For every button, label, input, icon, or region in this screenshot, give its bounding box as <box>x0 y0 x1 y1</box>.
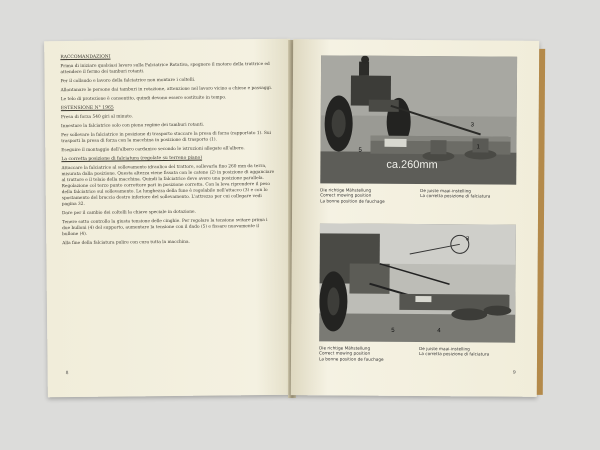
paragraph: Alla fine della falciatura pulire con cura tutta la macchina. <box>62 239 190 247</box>
left-page-text <box>60 53 276 250</box>
open-booklet <box>46 40 538 396</box>
section-heading-recommendations: RACCOMANDAZIONI <box>60 54 111 61</box>
height-measure-label: ca.260mm <box>386 158 438 172</box>
caption-german: Die richtige Mähstellung <box>319 345 371 351</box>
tractor-mower-illustration <box>320 55 517 184</box>
caption-left-column <box>319 345 415 362</box>
paragraph: Allontanare le persone dai tamburi in rotazione, attenzione nel lavoro vicino a chiese e passaggi. <box>60 85 273 94</box>
photo-1-caption <box>320 187 516 205</box>
paragraph: Tenere sotto controllo la giusta tensione delle cinghie. Per regolare la tensione svitare prima i due bulloni (4) del supporto, aumentare la tensione con il dado (5) e fissare nuovamente il bullone (4). <box>62 217 268 238</box>
callout-number: 3 <box>465 236 470 243</box>
caption-french: La bonne position de fauchage <box>318 356 384 362</box>
paragraph: Prima di iniziare qualsiasi lavoro sulla Falciatrice Rotativa, spegnere il motore della trattrice ed attendere il fermo dei tamburi rotanti. <box>60 61 270 76</box>
caption-english: Correct mowing position <box>319 350 371 357</box>
callout-number: 5 <box>391 327 395 334</box>
paragraph: Le telo di protezione è consentito, quindi devono essere sostituite in tempo. <box>60 95 227 103</box>
callout-number: 5 <box>358 147 362 154</box>
caption-dutch: De juiste maai-instelling <box>419 346 470 352</box>
caption-right-column <box>419 346 515 363</box>
right-page <box>291 39 539 397</box>
photo-tractor-mower-side <box>320 55 517 184</box>
caption-dutch: De juiste maai-instelling <box>420 188 471 194</box>
tractor-mower-rear-illustration <box>319 223 516 342</box>
photo-2-caption <box>319 345 515 363</box>
paragraph: Innestare la falciatrice solo con piena regime dei tamburi rotanti. <box>61 122 205 130</box>
caption-italian: La corretta posizione di falciatura <box>420 193 491 199</box>
paragraph: Attaccare la falciatrice al sollevamento idraulico del trattore, sollevarla fino 260 mm da terra, misurata dalla posizione. Questa altezza viene fissata con le catene (2) in posizione di agganciare al trattore e il telaio della macchina. Quindi la falciatrice deve avere una posizione parallela. Regolazione col terzo punto correttore pari in posizione corretta. Con la leva riprendere il peso della falciatrice sul sollevamento. La lunghezza della fune è regolabile nell'attacco (3) e con lo spostamento del braccio destro inferiore del sollevamento. L'attrezzo per cui collegare vedi pagina 32. <box>61 163 275 208</box>
callout-number: 4 <box>437 328 441 335</box>
paragraph: Per sollevare la falciatrice in posizione di trasporto staccare la presa di forza (rapportato 1). Sui trasporti la presa di forza con la macchina in posizione di trasporto (1). <box>61 130 272 145</box>
callout-number: 1 <box>476 144 480 151</box>
photo-tractor-mower-rear <box>319 223 516 342</box>
caption-italian: La corretta posizione di falciatura <box>419 351 490 357</box>
section-heading-extension: ESTENSIONE N° 1965 <box>60 105 114 112</box>
paragraph: Eseguire il montaggio dell'albero cardanico secondo le istruzioni allegate all'albero. <box>61 146 245 154</box>
left-page <box>44 39 294 398</box>
caption-french: La bonne position de fauchage <box>320 198 385 204</box>
page-number-left: 8 <box>65 371 69 377</box>
caption-left-column <box>320 187 416 204</box>
caption-german: Die richtige Mähstellung <box>320 187 372 193</box>
page-number-right: 9 <box>512 370 516 376</box>
caption-right-column <box>420 188 516 205</box>
paragraph: Dare per il cambio dei coltelli la chiave speciale in dotazione. <box>61 209 196 217</box>
section-heading-mowing-position: La corretta posizione di falciatura (regolate su terreno piano) <box>61 155 203 163</box>
paragraph: Per il collaudo e lavoro della falciatrice non montare i coltelli. <box>60 77 196 85</box>
paragraph: Presa di forza 540 giri al minuto. <box>60 114 133 121</box>
caption-english: Correct mowing position <box>320 192 372 199</box>
callout-number: 3 <box>470 122 475 129</box>
